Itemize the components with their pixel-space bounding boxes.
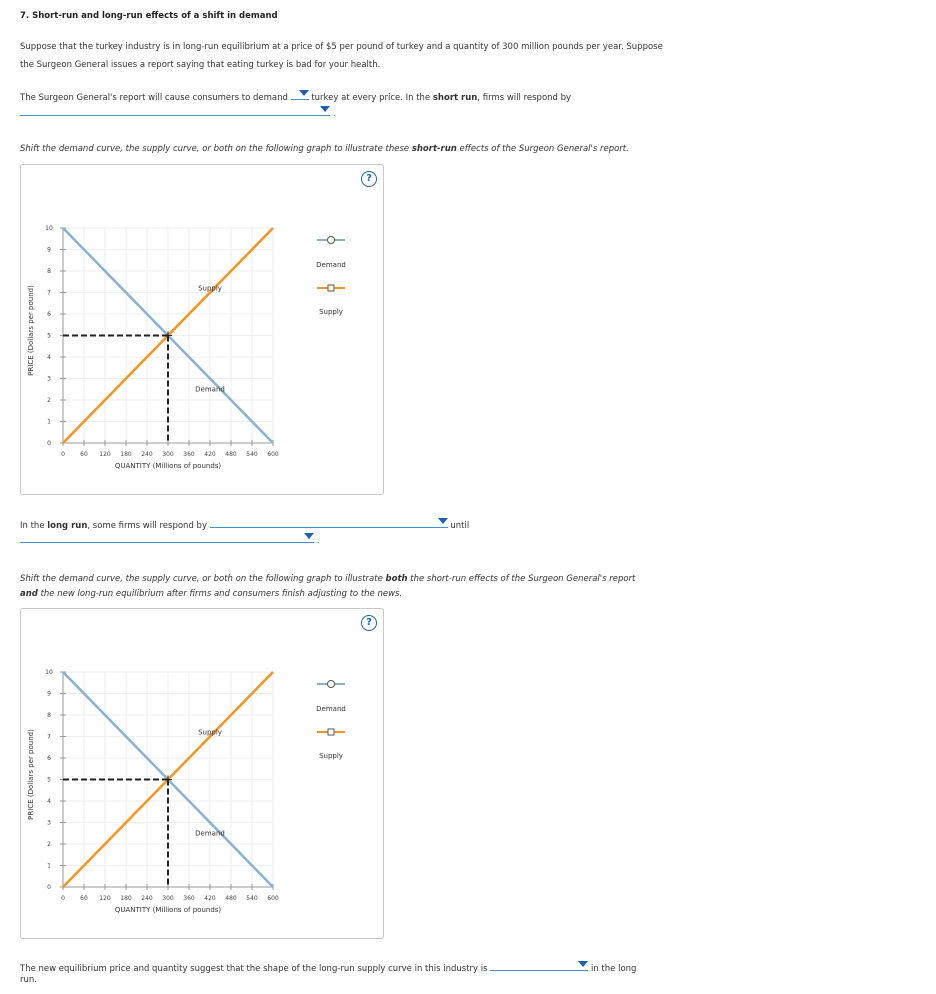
demand-curve-label: Demand <box>195 829 225 838</box>
x-tick-label: 180 <box>120 895 132 902</box>
q2-prefix: In the <box>20 521 45 531</box>
graph-2[interactable] <box>21 609 383 938</box>
q1-period: . <box>332 109 336 119</box>
instr1-a: Shift the demand curve, the supply curve, or both on the following graph to illustrate these <box>20 144 410 154</box>
instruction-2 <box>20 572 640 602</box>
y-tick-label: 3 <box>47 819 51 827</box>
legend-demand-label: Demand <box>316 261 346 269</box>
x-tick-label: 600 <box>267 895 279 902</box>
instr2-c: the new long-run equilibrium after firms and consumers finish adjusting to the news. <box>40 589 403 599</box>
q1-end: , firms will respond by <box>477 93 572 103</box>
q3-text <box>20 959 636 974</box>
intro-text <box>20 38 663 74</box>
chevron-down-icon <box>578 961 588 967</box>
y-tick-label: 4 <box>47 798 51 805</box>
x-tick-label: 60 <box>80 451 88 458</box>
demand-curve-label: Demand <box>195 385 225 394</box>
supply-curve-label: Supply <box>198 284 222 293</box>
demand-tool-icon <box>328 237 335 244</box>
y-tick-label: 1 <box>47 418 51 426</box>
x-tick-label: 180 <box>120 451 132 458</box>
instr2-b: the short-run effects of the Surgeon General's report <box>410 574 636 584</box>
supply-tool-icon <box>328 729 334 735</box>
x-tick-label: 480 <box>225 895 237 902</box>
instruction-1 <box>20 144 629 154</box>
chevron-down-icon <box>438 518 448 524</box>
legend-supply-label: Supply <box>319 308 343 316</box>
y-axis-label: PRICE (Dollars per pound) <box>27 285 35 376</box>
demand-tool-icon <box>328 681 335 688</box>
x-tick-label: 600 <box>267 451 279 458</box>
y-tick-label: 4 <box>47 354 51 361</box>
y-tick-label: 5 <box>47 776 51 784</box>
x-tick-label: 120 <box>99 451 111 458</box>
chevron-down-icon <box>304 533 314 539</box>
q1-suffix: turkey at every price. In the <box>311 93 431 103</box>
x-tick-label: 300 <box>162 451 174 458</box>
x-tick-label: 60 <box>80 895 88 902</box>
q1-text <box>20 88 571 103</box>
x-tick-label: 0 <box>61 451 65 458</box>
instr2-bold: both <box>385 574 408 584</box>
x-tick-label: 300 <box>162 895 174 902</box>
q2-suffix: , some firms will respond by <box>87 521 207 531</box>
q2-line2 <box>20 531 319 546</box>
x-tick-label: 360 <box>183 451 195 458</box>
intro-line-1: Suppose that the turkey industry is in long-run equilibrium at a price of $5 per pound of turkey and a quantity of 300 million pounds per year. Suppose <box>20 42 663 52</box>
q2-until: until <box>450 521 470 531</box>
y-tick-label: 7 <box>47 733 51 741</box>
x-tick-label: 540 <box>246 895 258 902</box>
x-tick-label: 540 <box>246 451 258 458</box>
chevron-down-icon <box>299 90 309 96</box>
x-tick-label: 0 <box>61 895 65 902</box>
y-tick-label: 2 <box>47 841 51 848</box>
x-tick-label: 480 <box>225 451 237 458</box>
y-tick-label: 0 <box>47 884 51 891</box>
q3-prefix: The new equilibrium price and quantity suggest that the shape of the long-run supply curve in this industry is <box>20 964 488 974</box>
y-tick-label: 0 <box>47 440 51 447</box>
y-tick-label: 9 <box>47 690 51 698</box>
y-axis-label: PRICE (Dollars per pound) <box>27 729 35 820</box>
y-tick-label: 8 <box>47 712 51 719</box>
graph-panel-2 <box>20 608 384 939</box>
long-run-until-dropdown[interactable] <box>20 531 314 543</box>
x-tick-label: 420 <box>204 451 216 458</box>
chevron-down-icon <box>320 106 330 112</box>
y-tick-label: 2 <box>47 397 51 404</box>
instr2-a: Shift the demand curve, the supply curve, or both on the following graph to illustrate <box>20 574 383 584</box>
q2-bold: long run <box>47 521 88 531</box>
question-title: 7. Short-run and long-run effects of a shift in demand <box>20 11 278 21</box>
y-tick-label: 3 <box>47 375 51 383</box>
legend-supply-label: Supply <box>319 752 343 760</box>
y-tick-label: 9 <box>47 246 51 254</box>
y-tick-label: 6 <box>47 311 51 318</box>
graph-1[interactable] <box>21 165 383 494</box>
x-axis-label: QUANTITY (Millions of pounds) <box>114 462 222 470</box>
intro-line-2: the Surgeon General issues a report saying that eating turkey is bad for your health. <box>20 60 381 70</box>
short-run-response-dropdown[interactable] <box>20 104 330 116</box>
q3-suffix: in the long <box>590 964 637 974</box>
help-icon[interactable]: ? <box>361 171 377 187</box>
demand-change-dropdown[interactable] <box>291 88 309 100</box>
x-tick-label: 360 <box>183 895 195 902</box>
instr1-bold: short-run <box>411 144 457 154</box>
q2-text <box>20 516 469 531</box>
y-tick-label: 1 <box>47 862 51 870</box>
instr1-b: effects of the Surgeon General's report. <box>459 144 629 154</box>
q1-prefix: The Surgeon General's report will cause consumers to demand <box>20 93 288 103</box>
q3-end: run. <box>20 975 37 985</box>
x-tick-label: 240 <box>141 451 153 458</box>
y-tick-label: 8 <box>47 268 51 275</box>
q2-period: . <box>316 536 320 546</box>
supply-tool-icon <box>328 285 334 291</box>
y-tick-label: 6 <box>47 755 51 762</box>
instr2-bold2: and <box>20 589 38 599</box>
y-tick-label: 5 <box>47 332 51 340</box>
legend-demand-label: Demand <box>316 705 346 713</box>
x-tick-label: 120 <box>99 895 111 902</box>
y-tick-label: 10 <box>45 225 53 232</box>
long-run-supply-shape-dropdown[interactable] <box>490 959 588 971</box>
q1-bold: short run <box>432 93 478 103</box>
x-tick-label: 240 <box>141 895 153 902</box>
graph-panel-1 <box>20 164 384 495</box>
q1-line2 <box>20 104 335 119</box>
long-run-response-dropdown[interactable] <box>210 516 448 528</box>
y-tick-label: 7 <box>47 289 51 297</box>
x-axis-label: QUANTITY (Millions of pounds) <box>114 906 222 914</box>
y-tick-label: 10 <box>45 669 53 676</box>
supply-curve-label: Supply <box>198 728 222 737</box>
help-icon[interactable]: ? <box>361 615 377 631</box>
x-tick-label: 420 <box>204 895 216 902</box>
